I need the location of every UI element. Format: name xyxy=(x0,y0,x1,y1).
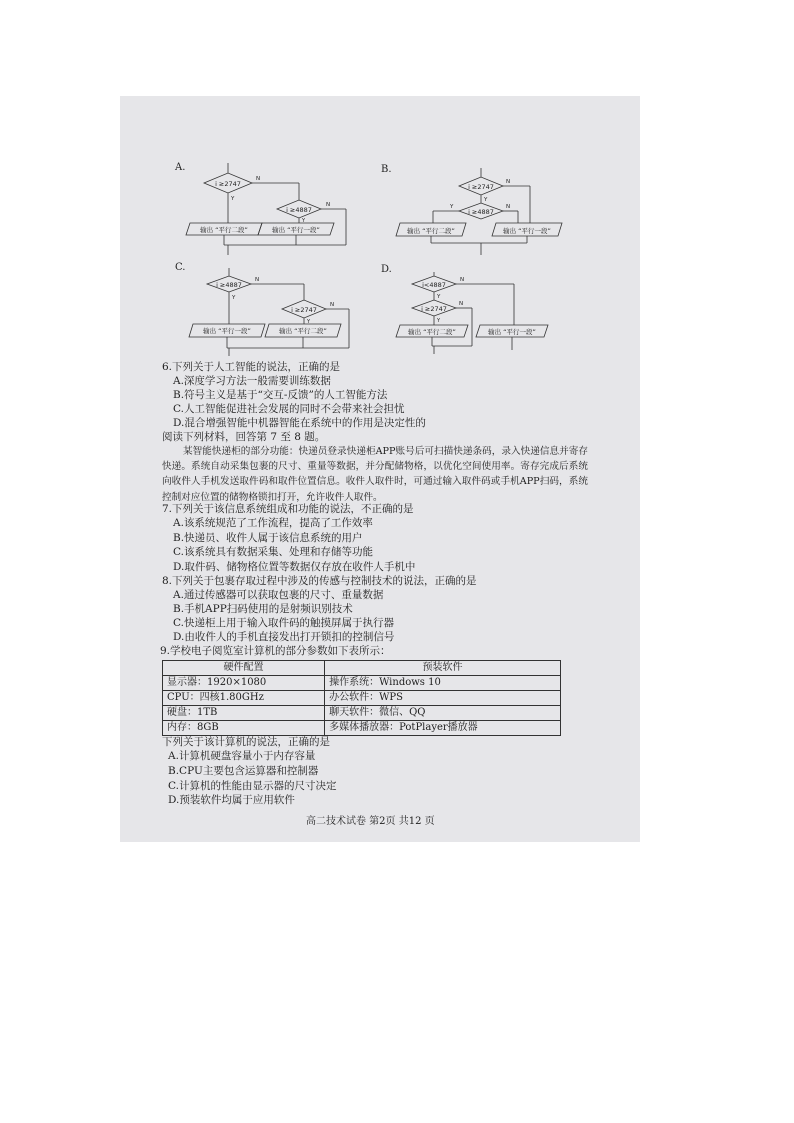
svg-text:Y: Y xyxy=(232,295,236,301)
svg-text:Y: Y xyxy=(231,196,235,202)
output-right: 输出 “平行一段” xyxy=(272,226,320,234)
q8-option-c: C.快递柜上用于输入取件码的触摸屏属于执行器 xyxy=(173,617,394,629)
svg-text:N: N xyxy=(255,277,260,283)
table-header-hardware: 硬件配置 xyxy=(163,661,325,676)
svg-text:i ≥4887: i ≥4887 xyxy=(216,281,242,289)
q9-option-a: A.计算机硬盘容量小于内存容量 xyxy=(168,750,316,762)
flowchart-a xyxy=(186,163,386,263)
svg-text:N: N xyxy=(326,202,331,208)
page-footer: 高二技术试卷 第2页 共12 页 xyxy=(306,816,435,827)
svg-text:输出 “平行一段”: 输出 “平行一段” xyxy=(203,327,251,335)
svg-text:N: N xyxy=(460,277,465,283)
condition-2: i ≥4887 xyxy=(286,206,312,214)
q9-option-d: D.预装软件均属于应用软件 xyxy=(168,794,295,806)
svg-text:i<4887: i<4887 xyxy=(422,281,446,289)
flowchart-b-label: B. xyxy=(381,164,392,175)
computer-parameters-table xyxy=(162,660,561,736)
flowchart-b xyxy=(396,163,596,263)
svg-text:Y: Y xyxy=(437,294,441,300)
flowchart-d-label: D. xyxy=(381,264,392,275)
svg-text:输出 “平行二段”: 输出 “平行二段” xyxy=(407,227,455,235)
svg-text:i ≥2747: i ≥2747 xyxy=(468,183,494,191)
q8-option-b: B.手机APP扫码使用的是射频识别技术 xyxy=(173,603,353,615)
q6-option-a: A.深度学习方法一般需要训练数据 xyxy=(173,375,331,387)
svg-text:输出 “平行一段”: 输出 “平行一段” xyxy=(503,227,551,235)
table-row: 显示器：1920×1080 操作系统：Windows 10 xyxy=(163,676,561,691)
svg-text:Y: Y xyxy=(307,319,311,325)
q6-stem: 6.下列关于人工智能的说法，正确的是 xyxy=(162,361,341,373)
q7-option-c: C.该系统具有数据采集、处理和存储等功能 xyxy=(173,546,373,558)
svg-text:N: N xyxy=(256,176,261,182)
svg-text:N: N xyxy=(459,301,464,307)
q7-option-b: B.快递员、收件人属于该信息系统的用户 xyxy=(173,532,363,544)
svg-text:Y: Y xyxy=(450,204,454,210)
q7-option-d: D.取件码、储物格位置等数据仅存放在收件人手机中 xyxy=(173,561,416,573)
q6-option-d: D.混合增强智能中机器智能在系统中的作用是决定性的 xyxy=(173,417,426,429)
svg-text:输出 “平行二段”: 输出 “平行二段” xyxy=(279,327,327,335)
svg-text:输出 “平行二段”: 输出 “平行二段” xyxy=(408,328,456,336)
q9-option-b: B.CPU主要包含运算器和控制器 xyxy=(168,765,319,777)
svg-text:输出 “平行一段”: 输出 “平行一段” xyxy=(488,328,536,336)
q6-option-b: B.符号主义是基于“交互-反馈”的人工智能方法 xyxy=(173,389,388,401)
q9-option-c: C.计算机的性能由显示器的尺寸决定 xyxy=(168,780,337,792)
svg-text:i ≥4887: i ≥4887 xyxy=(468,208,494,216)
q7-option-a: A.该系统规范了工作流程，提高了工作效率 xyxy=(173,517,373,529)
q9-stem: 9.学校电子阅览室计算机的部分参数如下表所示： xyxy=(160,645,391,657)
condition-1: i ≥2747 xyxy=(215,180,241,188)
svg-text:Y: Y xyxy=(437,318,441,324)
material-paragraph: 某智能快递柜的部分功能：快递员登录快递柜APP账号后可扫描快递条码，录入快递信息并寄存快递。系统自动采集包裹的尺寸、重量等数据，并分配储物格，以优化空间使用率。寄存完成后系统向收件人手机发送取件码和取件位置信息。收件人取件时，可通过输入取件码或手机APP扫码，系统控制对应位置的储物格锁扣打开，允许收件人取件。 xyxy=(162,446,588,503)
q9-sub-stem: 下列关于该计算机的说法，正确的是 xyxy=(162,736,330,748)
output-left: 输出 “平行二段” xyxy=(200,226,248,234)
table-header-software: 预装软件 xyxy=(325,661,561,676)
table-row: 硬盘：1TB 聊天软件：微信、QQ xyxy=(163,706,561,721)
table-row: CPU：四核1.80GHz 办公软件：WPS xyxy=(163,691,561,706)
svg-text:i ≥2747: i ≥2747 xyxy=(291,306,317,314)
q7-stem: 7.下列关于该信息系统组成和功能的说法，不正确的是 xyxy=(162,503,414,515)
svg-text:N: N xyxy=(330,302,335,308)
svg-text:i ≥2747: i ≥2747 xyxy=(421,305,447,313)
q8-stem: 8.下列关于包裹存取过程中涉及的传感与控制技术的说法，正确的是 xyxy=(162,575,477,587)
reading-intro: 阅读下列材料，回答第 7 至 8 题。 xyxy=(162,431,326,443)
q8-option-a: A.通过传感器可以获取包裹的尺寸、重量数据 xyxy=(173,589,384,601)
svg-text:N: N xyxy=(506,204,511,210)
flowchart-c-label: C. xyxy=(175,262,186,273)
flowchart-c xyxy=(189,268,389,368)
flowchart-a-label: A. xyxy=(175,162,186,173)
svg-text:Y: Y xyxy=(484,197,488,203)
svg-text:Y: Y xyxy=(302,218,306,224)
table-row: 内存：8GB 多媒体播放器：PotPlayer播放器 xyxy=(163,721,561,736)
q8-option-d: D.由收件人的手机直接发出打开锁扣的控制信号 xyxy=(173,631,395,643)
q6-option-c: C.人工智能促进社会发展的同时不会带来社会担忧 xyxy=(173,403,405,415)
svg-text:N: N xyxy=(506,179,511,185)
flowchart-d xyxy=(396,270,596,370)
